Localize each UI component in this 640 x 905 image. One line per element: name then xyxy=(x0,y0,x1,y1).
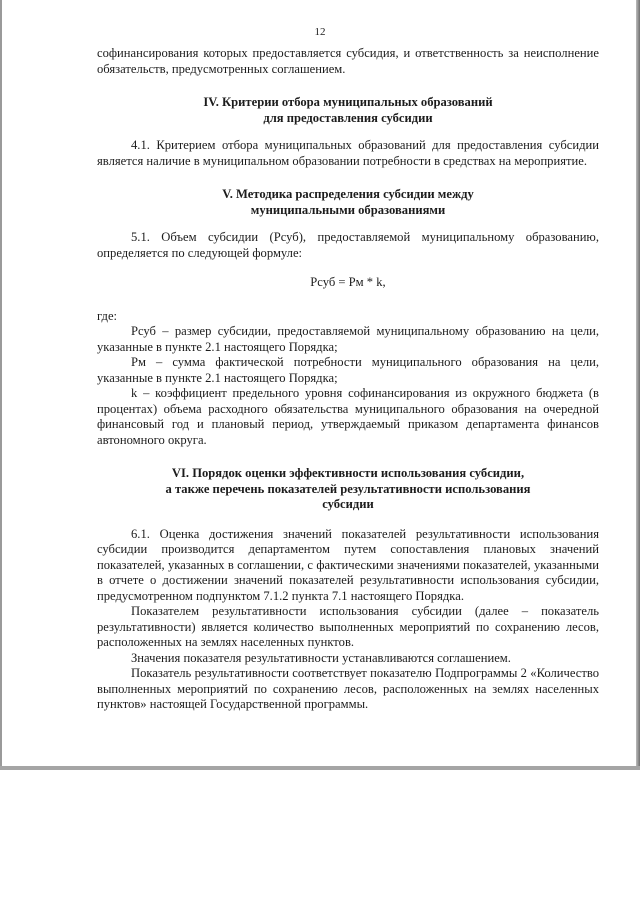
blank-margin-below-page xyxy=(0,770,640,905)
section-6-heading-line2: а также перечень показателей результативности использования xyxy=(165,481,531,496)
paragraph-6-values: Значения показателя результативности устанавливаются соглашением. xyxy=(131,650,511,665)
paragraph-6-correspondence: Показатель результативности соответствует показателю Подпрограммы 2 «Количество выполненных мероприятий по сохранению лесов, расположенных на землях населенных пунктов» настоящей Государственной программы. xyxy=(97,666,599,711)
paragraph-4-1: 4.1. Критерием отбора муниципальных образований для предоставления субсидии является наличие в муниципальном образовании потребности в средствах на мероприятие. xyxy=(97,138,599,168)
scan-edge-left xyxy=(0,0,2,770)
section-4 xyxy=(97,95,599,169)
section-6 xyxy=(97,466,599,713)
definition-k: k – коэффициент предельного уровня софинансирования из окружного бюджета (в процентах) объема расходного обязательства муниципального образования на очередной финансовый год и плановый период, утверждаемый приказом департамента финансов автономного округа. xyxy=(97,386,599,447)
page-number: 12 xyxy=(314,26,326,38)
section-6-heading-line3: субсидии xyxy=(322,497,374,511)
intro-paragraph: софинансирования которых предоставляется субсидия, и ответственность за неисполнение обязательств, предусмотренных соглашением. xyxy=(97,46,599,76)
section-4-heading-line1: IV. Критерии отбора муниципальных образований xyxy=(203,95,493,109)
where-label: где: xyxy=(97,308,118,323)
scan-edge-right xyxy=(636,0,640,770)
section-5-heading-line2: муниципальными образованиями xyxy=(250,202,446,217)
formula: Рсуб = Рм * k, xyxy=(310,275,386,289)
definition-rm: Рм – сумма фактической потребности муниципального образования на цели, указанные в пункте 2.1 настоящего Порядка; xyxy=(97,355,599,385)
section-6-heading-line1: VI. Порядок оценки эффективности использования субсидии, xyxy=(171,466,525,480)
document-body xyxy=(97,46,599,713)
paragraph-5-1: 5.1. Объем субсидии (Рсуб), предоставляемой муниципальному образованию, определяется по следующей формуле: xyxy=(97,230,599,260)
paragraph-6-1: 6.1. Оценка достижения значений показателей результативности использования субсидии производится департаментом путем сопоставления плановых значений показателей, указанных в соглашении, с фактическими значениями показателей, указанными в отчете о достижении значений показателей результативности использования субсидии, предусмотренном подпунктом 7.1.2 пункта 7.1 настоящего Порядка. xyxy=(97,526,599,603)
section-5 xyxy=(97,187,599,448)
section-5-heading-line1: V. Методика распределения субсидии между xyxy=(222,187,474,201)
paragraph-6-indicator: Показателем результативности использования субсидии (далее – показатель результативности) является количество выполненных мероприятий по сохранению лесов, расположенных на землях населенных пунктов. xyxy=(97,604,599,649)
definition-rsub: Рсуб – размер субсидии, предоставляемой муниципальному образованию на цели, указанные в пункте 2.1 настоящего Порядка; xyxy=(97,324,599,354)
section-4-heading-line2: для предоставления субсидии xyxy=(263,110,433,125)
